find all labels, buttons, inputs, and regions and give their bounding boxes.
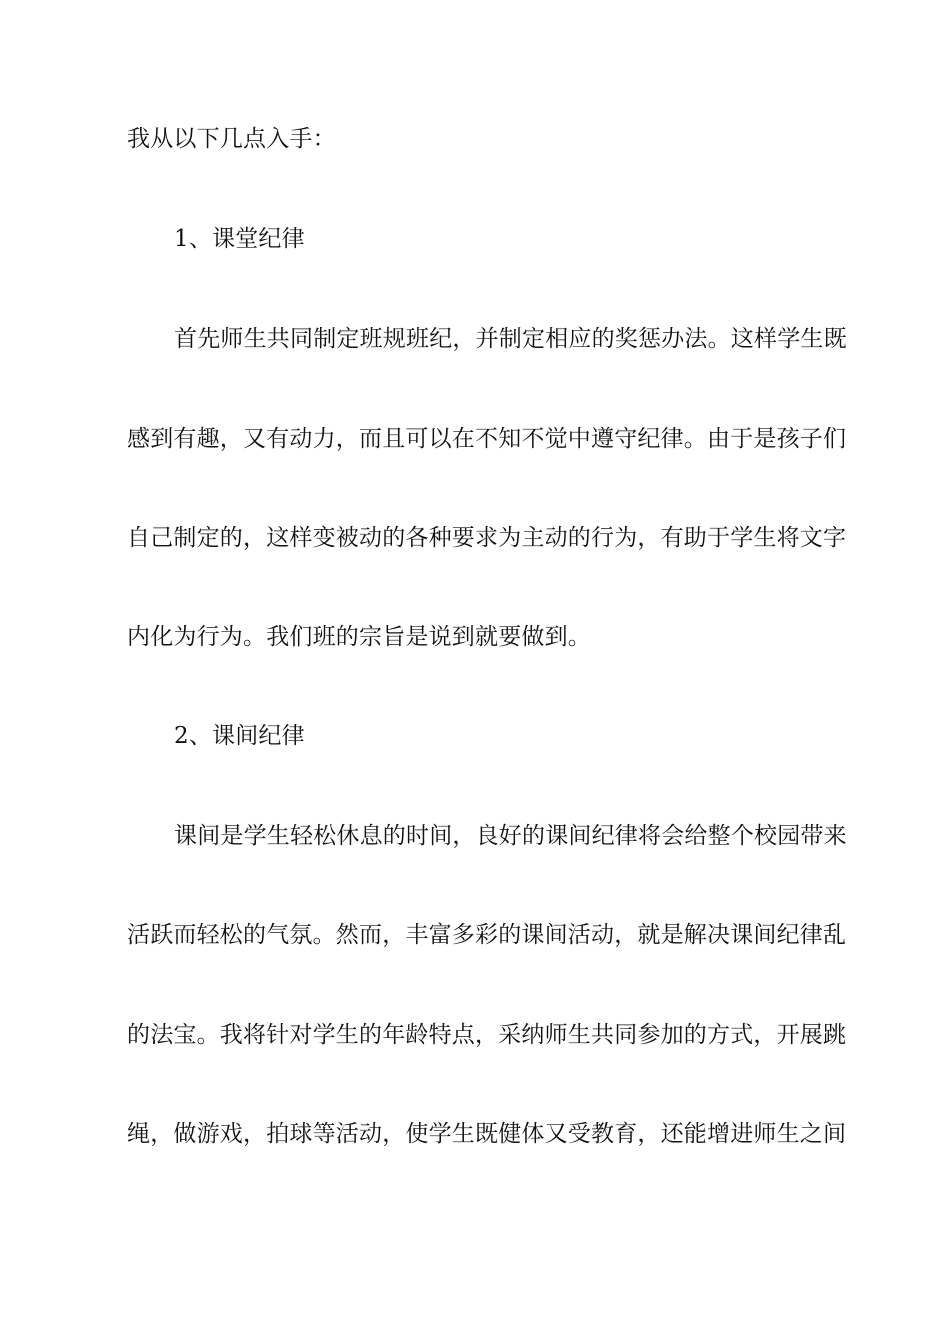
paragraph-line: 的法宝。我将针对学生的年龄特点，采纳师生共同参加的方式，开展跳 [127, 1022, 847, 1048]
paragraph-line: 首先师生共同制定班规班纪，并制定相应的奖惩办法。这样学生既 [174, 326, 847, 352]
section-heading-break: 2、课间纪律 [174, 723, 305, 749]
intro-line: 我从以下几点入手： [127, 126, 336, 152]
section-heading-classroom: 1、课堂纪律 [174, 226, 305, 252]
paragraph-line: 课间是学生轻松休息的时间，良好的课间纪律将会给整个校园带来 [174, 823, 847, 849]
paragraph-line: 感到有趣，又有动力，而且可以在不知不觉中遵守纪律。由于是孩子们 [127, 426, 847, 452]
paragraph-line: 内化为行为。我们班的宗旨是说到就要做到。 [127, 624, 591, 650]
paragraph-line: 绳，做游戏，拍球等活动，使学生既健体又受教育，还能增进师生之间 [127, 1121, 847, 1147]
paragraph-line: 活跃而轻松的气氛。然而，丰富多彩的课间活动，就是解决课间纪律乱 [127, 922, 847, 948]
paragraph-line: 自己制定的，这样变被动的各种要求为主动的行为，有助于学生将文字 [127, 525, 847, 551]
